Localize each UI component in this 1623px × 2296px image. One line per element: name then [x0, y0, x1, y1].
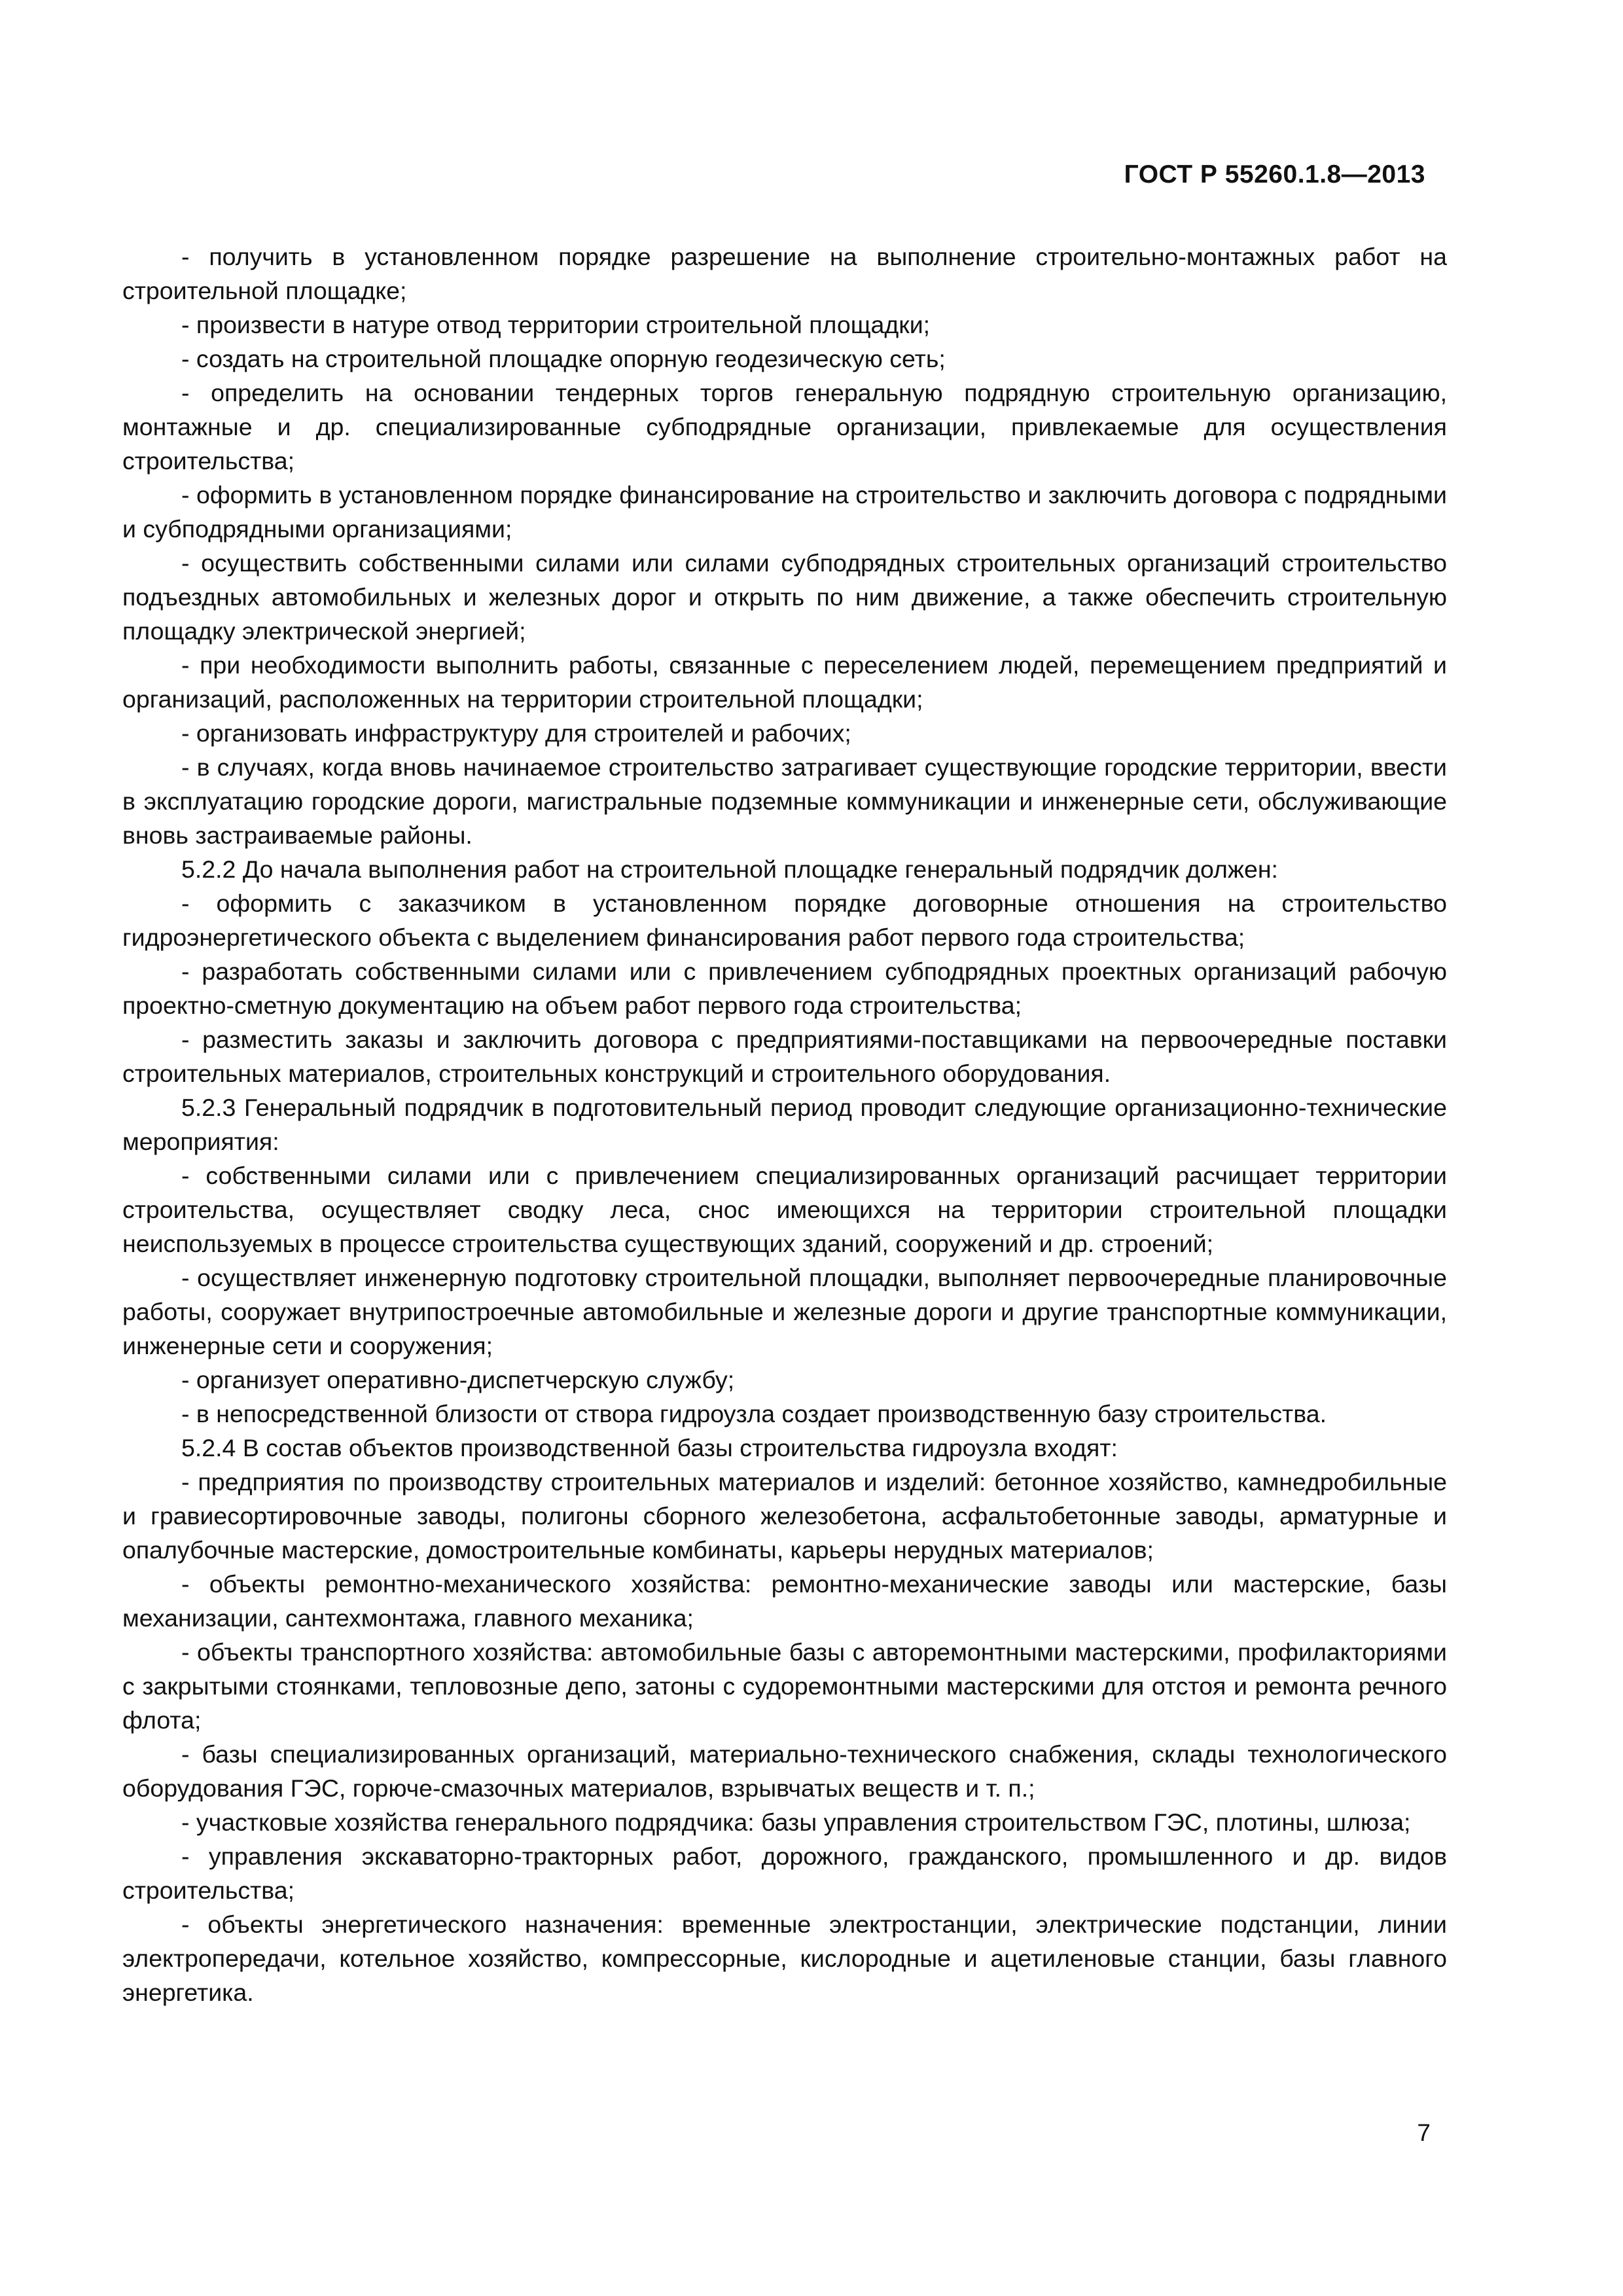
section-clause-5-2-3: 5.2.3 Генеральный подрядчик в подготовительный период проводит следующие организационно-технические мероприятия:: [122, 1094, 1447, 1155]
list-item: - собственными силами или с привлечением специализированных организаций расчищает территории строительства, осуществляет сводку леса, снос имеющихся на территории строительной площадки неиспользуемых в процессе строительства существующих зданий, сооружений и др. строений;: [122, 1162, 1447, 1257]
list-item: - организует оперативно-диспетчерскую службу;: [181, 1366, 735, 1393]
list-item: - оформить в установленном порядке финансирование на строительство и заключить договора с подрядными и субподрядными организациями;: [122, 481, 1447, 543]
list-item: - произвести в натуре отвод территории строительной площадки;: [181, 311, 931, 338]
list-item: - объекты энергетического назначения: временные электростанции, электрические подстанции, линии электропередачи, котельное хозяйство, компрессорные, кислородные и ацетиленовые станции, базы главного энергетика.: [122, 1910, 1447, 2006]
list-item: - осуществляет инженерную подготовку строительной площадки, выполняет первоочередные планировочные работы, сооружает внутрипостроечные автомобильные и железные дороги и другие транспортные коммуникации, инженерные сети и сооружения;: [122, 1264, 1447, 1359]
list-item: - при необходимости выполнить работы, связанные с переселением людей, перемещением предприятий и организаций, расположенных на территории строительной площадки;: [122, 651, 1447, 713]
list-item: - предприятия по производству строительных материалов и изделий: бетонное хозяйство, камнедробильные и гравиесортировочные заводы, полигоны сборного железобетона, асфальтобетонные заводы, арматурные и опалубочные мастерские, домостроительные комбинаты, карьеры нерудных материалов;: [122, 1468, 1447, 1564]
section-clause-5-2-4: 5.2.4 В состав объектов производственной базы строительства гидроузла входят:: [181, 1434, 1118, 1462]
list-item: - получить в установленном порядке разрешение на выполнение строительно-монтажных работ на строительной площадке;: [122, 243, 1447, 304]
list-item: - организовать инфраструктуру для строителей и рабочих;: [181, 719, 851, 747]
list-item: - участковые хозяйства генерального подрядчика: базы управления строительством ГЭС, плотины, шлюза;: [181, 1808, 1411, 1836]
list-item: - разместить заказы и заключить договора с предприятиями-поставщиками на первоочередные поставки строительных материалов, строительных конструкций и строительного оборудования.: [122, 1026, 1447, 1087]
list-item: - базы специализированных организаций, материально-технического снабжения, склады технологического оборудования ГЭС, горюче-смазочных материалов, взрывчатых веществ и т. п.;: [122, 1740, 1447, 1802]
list-item: - осуществить собственными силами или силами субподрядных строительных организаций строительство подъездных автомобильных и железных дорог и открыть по ним движение, а также обеспечить строительную площадку электрической энергией;: [122, 549, 1447, 645]
document-number-header: ГОСТ Р 55260.1.8—2013: [1124, 160, 1425, 188]
list-item: - определить на основании тендерных торгов генеральную подрядную строительную организацию, монтажные и др. специализированные субподрядные организации, привлекаемые для осуществления строительства;: [122, 379, 1447, 475]
list-item: - управления экскаваторно-тракторных работ, дорожного, гражданского, промышленного и др. видов строительства;: [122, 1842, 1447, 1904]
section-clause-5-2-2: 5.2.2 До начала выполнения работ на строительной площадке генеральный подрядчик должен:: [181, 855, 1278, 883]
page-number: 7: [1417, 2119, 1431, 2146]
list-item: - в случаях, когда вновь начинаемое строительство затрагивает существующие городские территории, ввести в эксплуатацию городские дороги, магистральные подземные коммуникации и инженерные сети, обслуживающие вновь застраиваемые районы.: [122, 753, 1447, 849]
list-item: - разработать собственными силами или с привлечением субподрядных проектных организаций рабочую проектно-сметную документацию на объем работ первого года строительства;: [122, 958, 1447, 1019]
list-item: - объекты ремонтно-механического хозяйства: ремонтно-механические заводы или мастерские, базы механизации, сантехмонтажа, главного механика;: [122, 1570, 1447, 1632]
list-item: - оформить с заказчиком в установленном порядке договорные отношения на строительство гидроэнергетического объекта с выделением финансирования работ первого года строительства;: [122, 889, 1447, 951]
list-item: - создать на строительной площадке опорную геодезическую сеть;: [181, 345, 946, 372]
document-body: [122, 240, 1447, 2009]
list-item: - объекты транспортного хозяйства: автомобильные базы с авторемонтными мастерскими, профилакториями с закрытыми стоянками, тепловозные депо, затоны с судоремонтными мастерскими для отстоя и ремонта речного флота;: [122, 1638, 1447, 1734]
list-item: - в непосредственной близости от створа гидроузла создает производственную базу строительства.: [181, 1400, 1327, 1427]
